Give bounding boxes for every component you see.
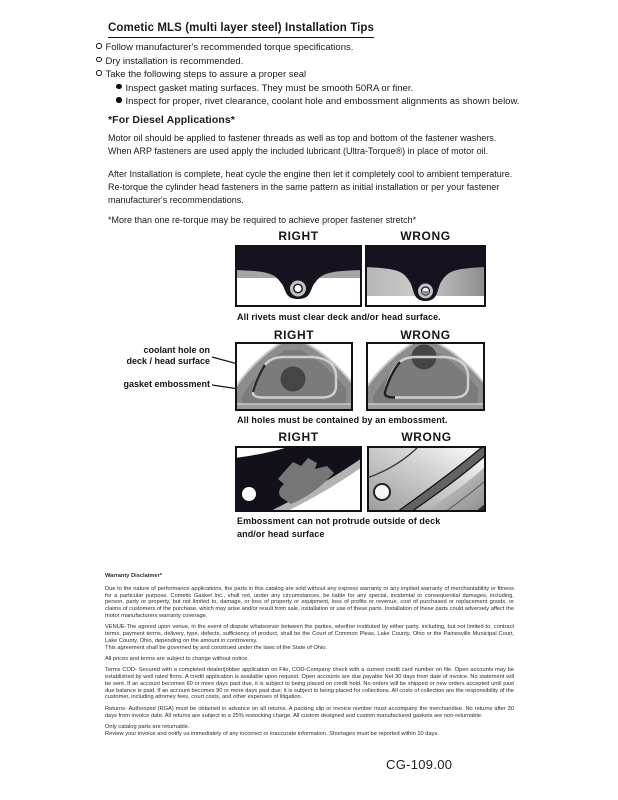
- list-item-text: Dry installation is recommended.: [105, 55, 244, 67]
- fine-print-paragraph: VENUE-The agreed upon venue, in the event of dispute whatsoever between the parties, whether instituted by either party, including, but not limited to, contract terms, payment terms, delivery, type, defects, sufficiency of product, shall be the Court of Common Pleas, Lake County, Ohio or the Painesville Municipal Court, Lake County, Ohio, depending on the amount in controversy.: [105, 624, 514, 644]
- fine-print-paragraph: This agreement shall be governed by and construed under the laws of the State of Ohio.: [105, 644, 327, 651]
- bullet-icon: [116, 97, 122, 103]
- coolant-hole-wrong-svg: [366, 342, 485, 411]
- fine-print-paragraph: Due to the nature of performance applications, the parts in this catalog are sold without any express warranty or any implied warranty of merchantability or fitness for a particular purpose. Cometic Gasket Inc., shall not, under any circumstances, be liable for any special, incidental or consequential damages, including, person, party or property, but not limited to, damage, or loss of property or equipment, loss of profits or revenue, cost of purchased or replacement goods, or claims of customers of the purchase, which may arise and/or result from sale, installation or use of these parts. Installation of these parts could adversely affect the motor manufacturers warranty coverage.: [105, 585, 514, 619]
- fine-print-paragraph: Only catalog parts are returnable.: [105, 723, 190, 730]
- open-bullet-icon: [96, 57, 102, 63]
- fine-print-paragraph: Review your invoice and notify us immediately of any incorrect or inaccurate information. Shortages must be reported within 10 days.: [105, 730, 439, 737]
- embossment-protrusion-right-illustration: [235, 446, 362, 512]
- embossment-containment-wrong-illustration: [366, 342, 485, 411]
- diagram-caption: All holes must be contained by an embossment.: [237, 415, 448, 425]
- right-label: RIGHT: [278, 430, 319, 444]
- rivet-clearance-wrong-illustration: [365, 245, 486, 307]
- rivet-clearance-right-illustration: [235, 245, 362, 307]
- open-bullet-icon: [96, 70, 102, 76]
- protrusion-wrong-svg: [367, 446, 486, 512]
- embossment-containment-right-illustration: [235, 342, 353, 411]
- fine-print-paragraph: Terms COD- Secured with a completed dealer/jobber application on File, COD-Company check with a current credit card number on file. Open accounts may be established by well rated firms. A credit application is available upon request. Open accounts are due payable Net 30 days from date of invoice. No statement will be sent. If an account becomes 60 or more days past due, it is subject to being placed on credit hold. No orders will be shipped or new orders accepted until past due balance is paid. If an account becomes 90 or more days past due, it is subject to being placed for collections. All costs of collection are the responsibility of the customer, including attorney fees, court costs, and other expenses of litigation.: [105, 667, 514, 701]
- coolant-hole-annotation: coolant hole on deck / head surface: [126, 345, 210, 366]
- rivet-right-svg: [235, 245, 362, 307]
- open-bullet-icon: [96, 43, 102, 49]
- sub-list-item: [96, 95, 526, 109]
- list-item-text: Take the following steps to assure a proper seal: [105, 69, 307, 80]
- bolt-hole: [374, 484, 390, 500]
- list-item-text: Inspect for proper, rivet clearance, coolant hole and embossment alignments as shown below.: [125, 96, 520, 107]
- sub-list-item: [96, 82, 526, 96]
- retorque-note: *More than one re-torque may be required to achieve proper fastener stretch*: [108, 215, 417, 225]
- bullet-icon: [116, 84, 122, 90]
- diesel-paragraph: After Installation is complete, heat cycle the engine then let it completely cool to ambient temperature. Re-torque the cylinder head fasteners in the same pattern as initial installation or per your fastener manufacturer's recommendations.: [108, 169, 513, 205]
- diesel-paragraph: Motor oil should be applied to fastener threads as well as top and bottom of the fastener washers. When ARP fasteners are used apply the included lubricant (Ultra-Torque®) in place of motor oil.: [108, 133, 497, 156]
- wrong-label: WRONG: [401, 430, 452, 444]
- list-item: [96, 55, 526, 69]
- diesel-section-heading: *For Diesel Applications*: [108, 114, 235, 126]
- coolant-hole-right-svg: [235, 342, 353, 411]
- list-item-text: Inspect gasket mating surfaces. They must be smooth 50RA or finer.: [125, 82, 414, 94]
- list-item-text: Follow manufacturer's recommended torque specifications.: [105, 42, 354, 53]
- wrong-label: WRONG: [400, 328, 451, 342]
- right-label: RIGHT: [273, 328, 315, 342]
- protrusion-right-svg: [235, 446, 362, 512]
- list-item: [96, 68, 526, 82]
- diagram-caption: Embossment can not protrude outside of deck and/or head surface: [237, 516, 441, 539]
- embossment-protrusion-wrong-illustration: [367, 446, 486, 512]
- rivet-wrong-svg: [365, 245, 486, 307]
- warranty-disclaimer: [105, 573, 514, 742]
- coolant-hole: [281, 367, 306, 392]
- fine-print-paragraph: All prices and terms are subject to change without notice.: [105, 655, 249, 662]
- bolt-hole: [242, 487, 256, 501]
- page-code: CG-109.00: [386, 757, 453, 772]
- installation-tips-list: [96, 41, 526, 109]
- gasket-embossment-annotation: gasket embossment: [123, 379, 210, 389]
- warranty-heading: Warranty Disclaimer*: [105, 573, 163, 579]
- diagram-caption: All rivets must clear deck and/or head surface.: [237, 312, 441, 322]
- list-item: [96, 41, 526, 55]
- fine-print-paragraph: Returns- Authorized (RGA) must be obtained in advance on all returns. A packing slip or invoice number must accompany the merchandise. No returns after 30 days from invoice date. All returns are subject to a 25% restocking charge. All custom designed and custom manufactured gaskets are non-returnable.: [105, 705, 514, 719]
- wrong-label: WRONG: [400, 229, 451, 243]
- right-label: RIGHT: [278, 229, 319, 243]
- page-title: Cometic MLS (multi layer steel) Installation Tips: [108, 22, 374, 38]
